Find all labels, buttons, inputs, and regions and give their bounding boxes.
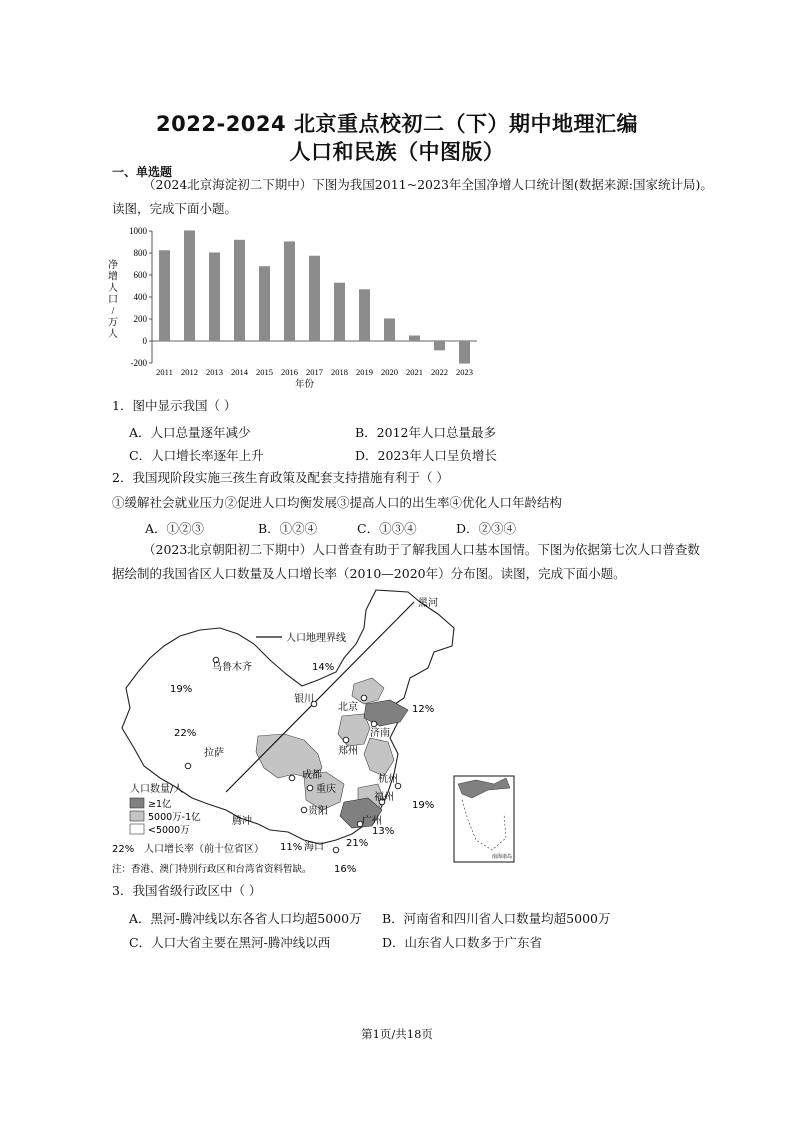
legend-growth-pct: 22% — [112, 844, 135, 855]
city-label: 黑河 — [418, 598, 438, 609]
city-label: 成都 — [302, 770, 322, 781]
chart-x-tick-label: 2013 — [206, 367, 223, 377]
chart-y-tick-label: -200 — [130, 358, 147, 368]
growth-pct: 19% — [412, 800, 435, 811]
chart-y-label-char: 万 — [108, 317, 118, 329]
chart-y-label-char: 净 — [108, 260, 118, 271]
chart-bar-2021 — [409, 336, 420, 342]
legend-title: 人口数量/人 — [130, 784, 184, 795]
legend-swatch-medium — [130, 811, 144, 821]
legend-item: ≥1亿 — [148, 799, 172, 810]
net-population-bar-chart — [105, 220, 485, 395]
chart-bar-2020 — [384, 318, 395, 341]
legend-swatch-small — [130, 824, 144, 834]
growth-pct: 12% — [412, 704, 435, 715]
intro2-line1: （2023北京朝阳初二下期中）人口普查有助于了解我国人口基本国情。下图为依据第七次人口普查数 — [143, 542, 700, 557]
chart-x-axis-label: 年份 — [294, 380, 315, 390]
growth-pct: 22% — [174, 728, 197, 739]
q1-stem: 1．图中显示我国（ ） — [112, 398, 237, 413]
map-note: 注：香港、澳门特别行政区和台湾省资料暂缺。 — [112, 864, 312, 875]
chart-y-tick-label: 0 — [142, 336, 147, 346]
chart-x-tick-label: 2022 — [431, 367, 448, 377]
chart-x-tick-label: 2019 — [356, 367, 373, 377]
chart-x-tick-label: 2016 — [281, 367, 298, 377]
chart-x-tick-label: 2018 — [331, 367, 348, 377]
q2-stem: 2．我国现阶段实施三孩生育政策及配套支持措施有利于（ ） — [112, 470, 449, 485]
chart-y-tick-label: 600 — [133, 270, 147, 280]
chart-bar-2022 — [434, 341, 445, 350]
city-label: 海口 — [304, 842, 324, 853]
intro1-line1: （2024北京海淀初二下期中）下图为我国2011~2023年全国净增人口统计图(数据来源:国家统计局)。 — [143, 177, 713, 192]
city-label: 福州 — [374, 792, 394, 803]
legend-item: 5000万-1亿 — [148, 812, 201, 823]
chart-x-tick-label: 2011 — [156, 367, 173, 377]
china-outline — [122, 590, 454, 844]
city-label: 贵阳 — [308, 806, 328, 817]
city-label: 拉萨 — [204, 748, 224, 759]
chart-y-tick-label: 1000 — [129, 226, 147, 236]
legend-item: <5000万 — [148, 825, 190, 836]
city-label: 北京 — [338, 702, 358, 713]
inset-label: 南海诸岛 — [492, 854, 513, 860]
city-label: 广州 — [362, 816, 382, 827]
chart-x-tick-label: 2017 — [306, 367, 323, 377]
chart-y-tick-label: 200 — [133, 314, 147, 324]
chart-bar-2017 — [309, 256, 320, 341]
chart-bar-2016 — [284, 241, 295, 341]
intro1-line2: 读图，完成下面小题。 — [112, 201, 238, 216]
chart-y-label-char: 人 — [108, 283, 118, 294]
q1-option-d: D．2023年人口呈负增长 — [355, 448, 497, 463]
chart-bar-2013 — [209, 252, 220, 341]
chart-bar-2011 — [159, 250, 170, 341]
chart-y-label-char: 增 — [108, 271, 118, 283]
page-footer: 第1页/共18页 — [361, 1027, 433, 1041]
city-label: 腾冲 — [232, 816, 252, 827]
chart-bar-2019 — [359, 289, 370, 341]
q2-option-a: A．①②③ — [145, 521, 205, 536]
q2-option-c: C．①③④ — [357, 521, 417, 536]
chart-y-tick-label: 400 — [133, 292, 147, 302]
q1-option-c: C．人口增长率逐年上升 — [129, 448, 264, 463]
chart-y-label-char: / — [111, 306, 115, 317]
legend-line-label: 人口地理界线 — [286, 633, 346, 644]
document-title-line2: 人口和民族（中图版） — [289, 140, 505, 164]
section-heading: 一、单选题 — [112, 165, 173, 179]
chart-y-tick-label: 800 — [133, 248, 147, 258]
china-population-map — [108, 588, 528, 880]
chart-bar-2018 — [334, 283, 345, 341]
chart-x-tick-label: 2020 — [381, 367, 398, 377]
chart-bar-2014 — [234, 240, 245, 341]
growth-pct: 14% — [312, 662, 335, 673]
growth-pct: 16% — [334, 864, 357, 875]
city-label: 郑州 — [338, 746, 358, 757]
intro2-line2: 据绘制的我国省区人口数量及人口增长率（2010—2020年）分布图。读图，完成下面小题。 — [112, 566, 626, 581]
chart-bar-2012 — [184, 230, 195, 341]
q2-option-b: B．①②④ — [258, 521, 318, 536]
q3-stem: 3．我国省级行政区中（ ） — [112, 883, 262, 898]
city-label: 银川 — [294, 694, 314, 705]
growth-pct: 11% — [280, 842, 303, 853]
chart-x-tick-label: 2014 — [231, 367, 248, 377]
chart-x-tick-label: 2021 — [406, 367, 423, 377]
chart-y-label-char: 口 — [108, 294, 118, 306]
chart-y-axis-label — [108, 258, 118, 340]
chart-x-tick-label: 2023 — [456, 367, 473, 377]
chart-bar-2015 — [259, 266, 270, 341]
chart-x-tick-label: 2012 — [181, 367, 198, 377]
q1-option-a: A．人口总量逐年减少 — [129, 425, 251, 440]
q3-option-c: C．人口大省主要在黑河-腾冲线以西 — [129, 935, 331, 950]
q2-option-d: D．②③④ — [456, 521, 517, 536]
q3-option-d: D．山东省人口数多于广东省 — [382, 935, 543, 950]
city-label: 济南 — [370, 728, 390, 739]
growth-pct: 13% — [372, 826, 395, 837]
q3-option-b: B．河南省和四川省人口数量均超5000万 — [382, 911, 611, 926]
q2-items: ①缓解社会就业压力②促进人口均衡发展③提高人口的出生率④优化人口年龄结构 — [112, 495, 563, 510]
q3-option-a: A．黑河-腾冲线以东各省人口均超5000万 — [129, 911, 362, 926]
city-label: 重庆 — [316, 784, 336, 795]
city-label: 乌鲁木齐 — [212, 662, 252, 673]
growth-pct: 19% — [170, 684, 193, 695]
chart-y-label-char: 人 — [108, 329, 118, 340]
document-title-line1: 2022-2024 北京重点校初二（下）期中地理汇编 — [156, 112, 638, 136]
chart-x-tick-label: 2015 — [256, 367, 273, 377]
legend-growth-label: 人口增长率（前十位省区） — [144, 844, 264, 855]
growth-pct: 21% — [346, 838, 369, 849]
q1-option-b: B．2012年人口总量最多 — [355, 425, 496, 440]
legend-swatch-large — [130, 798, 144, 808]
chart-bar-2023 — [459, 341, 470, 364]
city-label: 杭州 — [378, 774, 398, 785]
